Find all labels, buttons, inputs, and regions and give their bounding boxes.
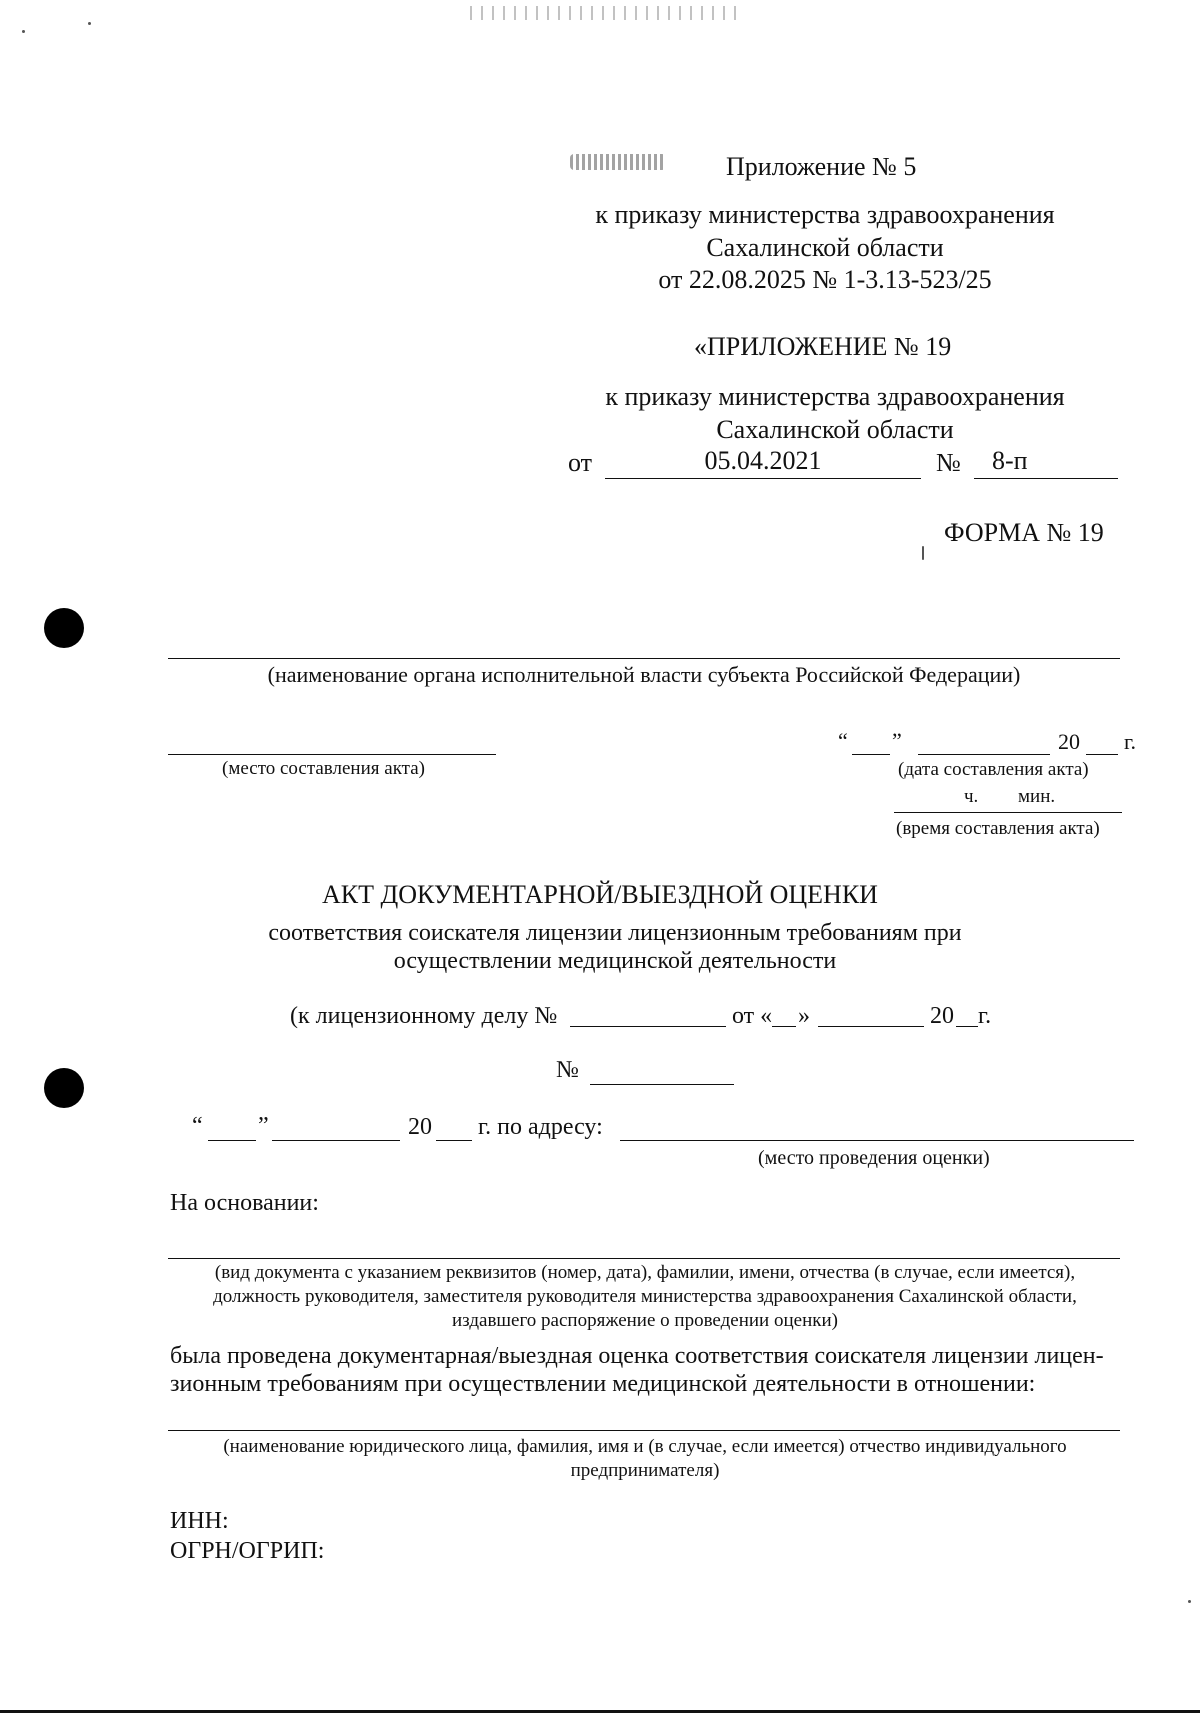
authority-line	[168, 658, 1120, 659]
date-close-quote: ”	[892, 728, 902, 753]
assessment-caption-line2: предпринимателя)	[570, 1460, 720, 1481]
date-caption: (дата составления акта)	[898, 759, 1089, 780]
basis-caption-line2: должность руководителя, заместителя руководителя министерства здравоохранения Сахалинской области,	[213, 1286, 1077, 1307]
order-date-underline	[605, 478, 921, 479]
scan-bottom-edge	[0, 1710, 1200, 1713]
scan-speck	[922, 546, 924, 560]
date-month-line	[918, 754, 1050, 755]
address-caption: (место проведения оценки)	[758, 1147, 990, 1169]
assessment-line1: была проведена документарная/выездная оценка соответствия соискателя лицензии лицен-	[170, 1343, 1104, 1369]
case-month-line	[818, 1026, 924, 1027]
act-subtitle-line1: соответствия соискателя лицензии лицензионным требованиям при	[268, 920, 962, 946]
case-close-quote: »	[798, 1003, 810, 1029]
address-year-suffix: г. по адресу:	[478, 1114, 603, 1140]
stamp-smudge	[570, 154, 666, 170]
assessment-caption-line1: (наименование юридического лица, фамилия, имя и (в случае, если имеется) отчество индивидуального	[223, 1436, 1067, 1457]
case-number-line	[570, 1026, 726, 1027]
act-number-label: №	[556, 1057, 579, 1083]
scan-speck	[88, 22, 91, 25]
order-date: 05.04.2021	[704, 446, 822, 475]
order-reference-line2: Сахалинской области	[706, 233, 944, 262]
date-year-prefix: 20	[1058, 729, 1080, 754]
scan-noise	[470, 6, 740, 20]
basis-caption-line1: (вид документа с указанием реквизитов (номер, дата), фамилии, имени, отчества (в случае, если имеется),	[214, 1262, 1076, 1283]
appendix-title: Приложение № 5	[726, 152, 917, 181]
date-year-line	[1086, 754, 1118, 755]
case-year-suffix: г.	[978, 1003, 992, 1029]
basis-label: На основании:	[170, 1190, 319, 1216]
punch-hole	[44, 1068, 84, 1108]
scan-speck	[1188, 1600, 1191, 1603]
case-from: от «	[732, 1003, 773, 1029]
order-number-underline	[974, 478, 1118, 479]
address-open-quote: “	[192, 1113, 203, 1139]
case-year-line	[956, 1026, 978, 1027]
order-reference-line3: от 22.08.2025 № 1-3.13-523/25	[658, 265, 992, 294]
date-day-line	[852, 754, 890, 755]
minutes-label: мин.	[1018, 786, 1056, 807]
address-line	[620, 1140, 1134, 1141]
address-year-line	[436, 1140, 472, 1141]
hours-label: ч.	[964, 786, 979, 807]
appendix19-line2: Сахалинской области	[716, 415, 954, 444]
inn-label: ИНН:	[170, 1508, 229, 1534]
address-close-quote: ”	[258, 1113, 269, 1139]
order-number-label: №	[936, 448, 961, 477]
address-day-line	[208, 1140, 256, 1141]
case-day-line	[772, 1026, 796, 1027]
act-title: АКТ ДОКУМЕНТАРНОЙ/ВЫЕЗДНОЙ ОЦЕНКИ	[322, 880, 878, 909]
ogrn-label: ОГРН/ОГРИП:	[170, 1538, 325, 1564]
act-number-line	[590, 1084, 734, 1085]
date-year-suffix: г.	[1124, 729, 1137, 754]
punch-hole	[44, 608, 84, 648]
assessment-line2: зионным требованиям при осуществлении медицинской деятельности в отношении:	[170, 1371, 1036, 1397]
case-year-prefix: 20	[930, 1003, 954, 1029]
form-label: ФОРМА № 19	[944, 518, 1104, 547]
authority-caption: (наименование органа исполнительной власти субъекта Российской Федерации)	[267, 662, 1021, 687]
order-reference-line1: к приказу министерства здравоохранения	[595, 200, 1055, 229]
basis-caption-line3: издавшего распоряжение о проведении оценки)	[452, 1310, 838, 1331]
basis-line	[168, 1258, 1120, 1259]
appendix19-title: «ПРИЛОЖЕНИЕ № 19	[694, 332, 952, 361]
place-caption: (место составления акта)	[222, 758, 425, 779]
scan-speck	[22, 30, 25, 33]
order-number: 8-п	[992, 446, 1028, 475]
assessment-line	[168, 1430, 1120, 1431]
address-month-line	[272, 1140, 400, 1141]
place-line	[168, 754, 496, 755]
appendix19-line1: к приказу министерства здравоохранения	[605, 382, 1065, 411]
act-subtitle-line2: осуществлении медицинской деятельности	[393, 948, 837, 974]
time-caption: (время составления акта)	[896, 818, 1100, 839]
time-line	[894, 812, 1122, 813]
date-open-quote: “	[838, 728, 848, 753]
address-year-prefix: 20	[408, 1114, 432, 1140]
case-prefix: (к лицензионному делу №	[290, 1003, 558, 1029]
from-label: от	[568, 448, 593, 477]
